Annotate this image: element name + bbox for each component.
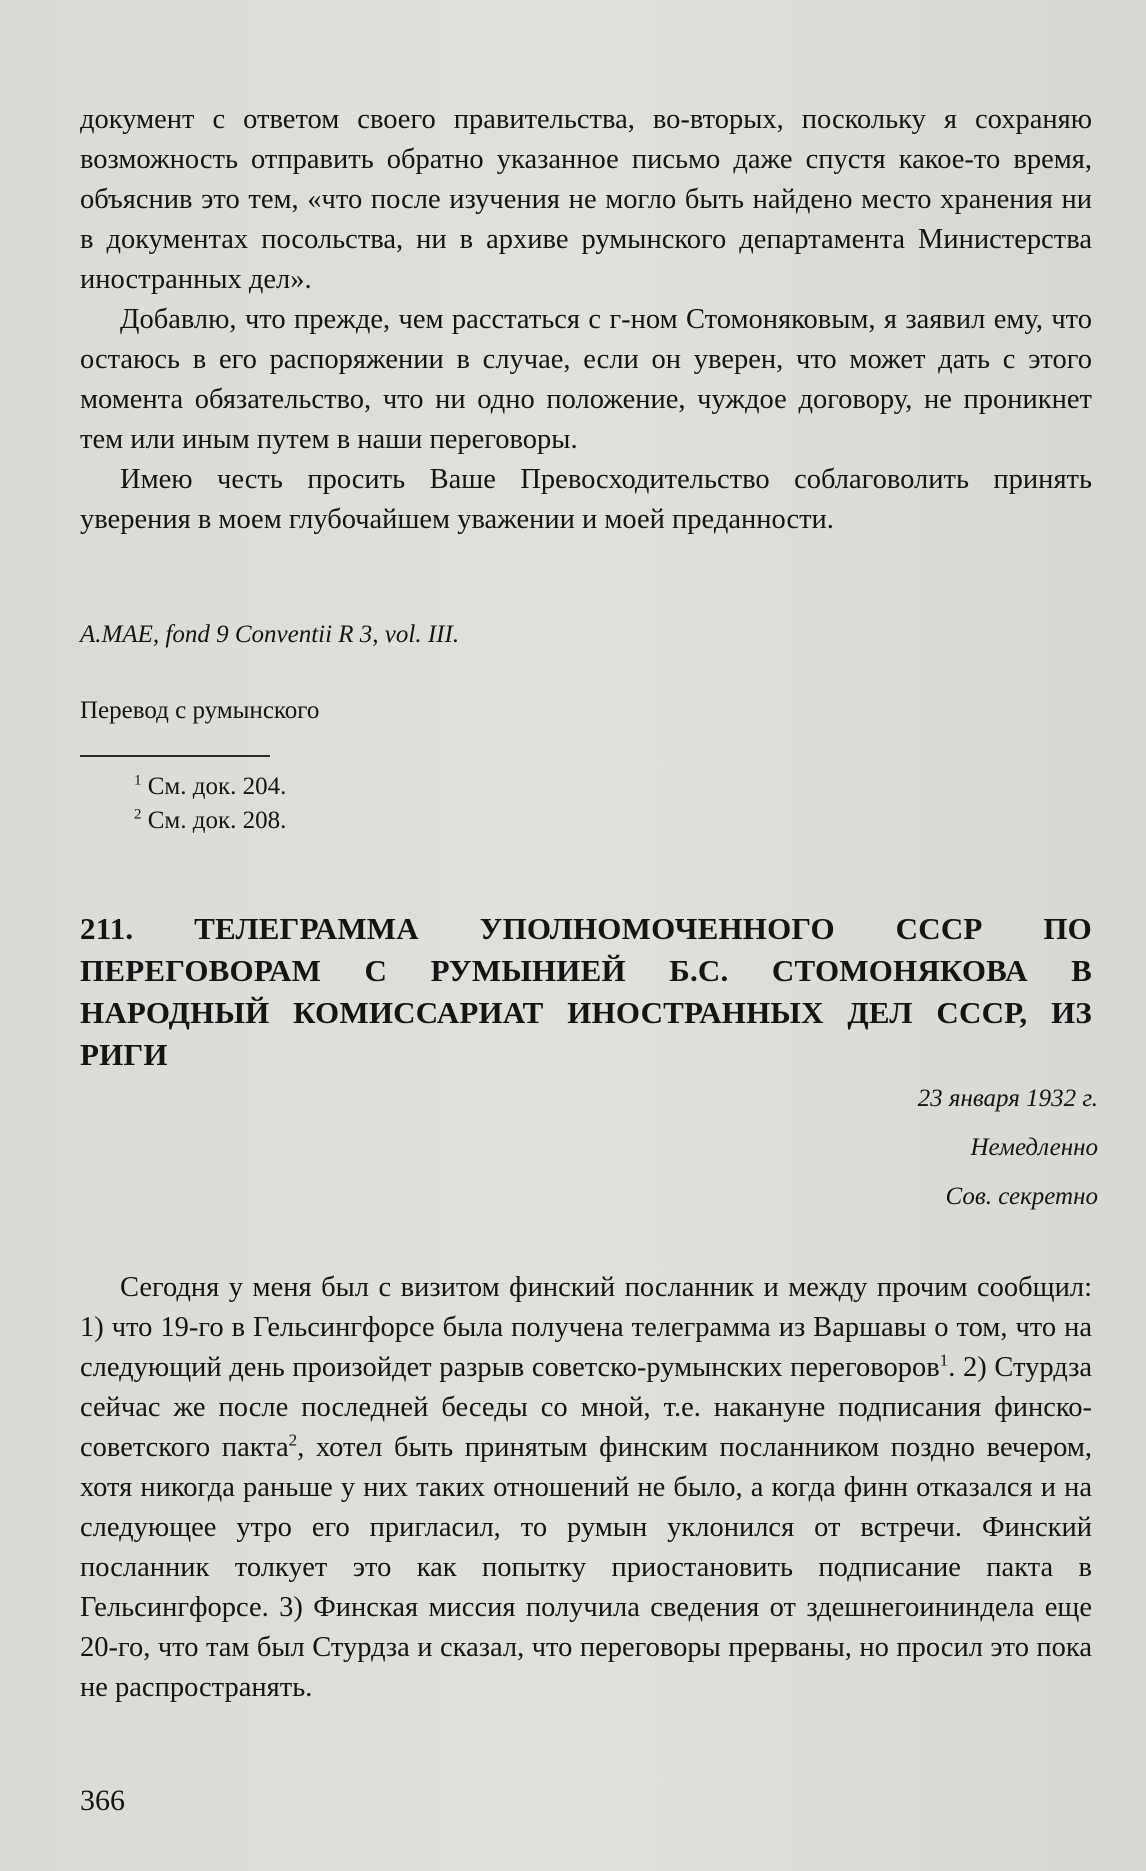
source-citation: A.MAE, fond 9 Conventii R 3, vol. III.	[80, 621, 460, 648]
translation-note: Перевод с румынского	[80, 697, 320, 724]
page-number: 366	[80, 1784, 125, 1817]
footnote-1: $^1$ См. док. 204.	[134, 772, 287, 800]
document-date: 23 января 1932 г.	[917, 1085, 1098, 1112]
classification-mark: Сов. секретно	[945, 1183, 1098, 1210]
paragraph-closing: Имею честь просить Ваше Превосходительство соблаговолить принять уверения в моем глубочайшем уважении и моей преданности.	[80, 464, 1092, 535]
letter-text	[80, 100, 1092, 540]
paragraph-continuation: документ с ответом своего правительства, во-вторых, поскольку я сохраняю возможность отправить обратно указанное письмо даже спустя какое-то время, объяснив это тем, «что после изучения не могло быть найдено место хранения ни в документах посольства, ни в архиве румынского департамента Министерства иностранных дел».	[80, 104, 1092, 295]
urgency-mark: Немедленно	[970, 1134, 1098, 1161]
document-heading: 211. ТЕЛЕГРАММА УПОЛНОМОЧЕННОГО СССР ПО ПЕРЕГОВОРАМ С РУМЫНИЕЙ Б.С. СТОМОНЯКОВА В НАРОДНЫЙ КОМИССАРИАТ ИНОСТРАННЫХ ДЕЛ СССР, ИЗ РИГИ	[80, 911, 1092, 1072]
footnotes	[134, 770, 286, 838]
paragraph-assurance: Добавлю, что прежде, чем расстаться с г-ном Стомоняковым, я заявил ему, что остаюсь в его распоряжении в случае, если он уверен, что может дать с этого момента обязательство, что ни одно положение, чуждое договору, не проникнет тем или иным путем в наши переговоры.	[80, 304, 1092, 455]
footnote-ref-1: 1	[939, 1350, 949, 1370]
footnote-ref-2: 2	[288, 1430, 298, 1450]
footnote-divider	[80, 755, 270, 757]
footnote-2: $^2$ См. док. 208.	[134, 806, 287, 834]
telegram-paragraph: Сегодня у меня был с визитом финский посланник и между прочим сообщил: 1) что 19-го в Гельсингфорсе была получена телеграмма из Варшавы о том, что на следующий день произойдет разрыв советско-румынских переговоров$^1$. 2) Стурдза сейчас же после последней беседы со мной, т.е. накануне подписания финско-советского пакта$^2$, хотел быть принятым финским посланником поздно вечером, хотя никогда раньше у них таких отношений не было, а когда финн отказался и на следующее утро его пригласил, то румын уклонился от встречи. Финский посланник толкует это как попытку приостановить подписание пакта в Гельсингфорсе. 3) Финская миссия получила сведения от здешнегоининдела еще 20-го, что там был Стурдза и сказал, что переговоры прерваны, но просил это пока не распространять.	[80, 1272, 1092, 1703]
telegram-body	[80, 1268, 1092, 1708]
